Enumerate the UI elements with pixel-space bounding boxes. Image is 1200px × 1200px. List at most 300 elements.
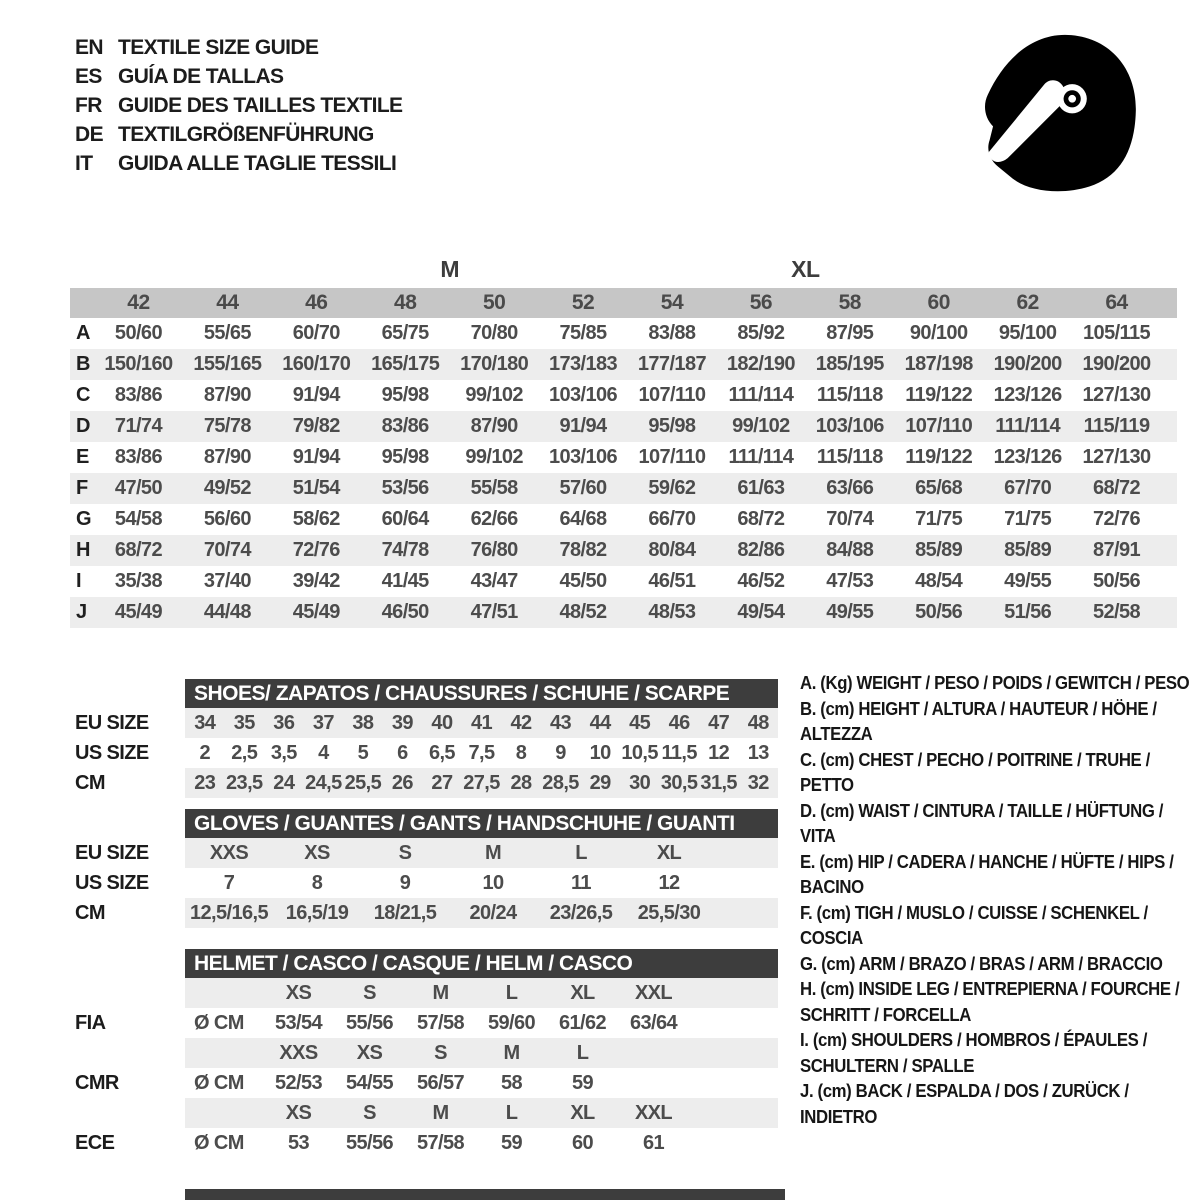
size-value: 59/62 [648,477,696,499]
size-value: 91/94 [292,446,340,468]
helmet-standard-row-ece [70,1128,778,1158]
size-value: 84/88 [826,539,874,561]
shoes-row-label: US SIZE [75,741,149,764]
shoes-value: 46 [668,711,690,734]
gloves-value: L [575,841,587,864]
size-value: 53/56 [381,477,429,499]
helmet-sizes-values [185,978,778,1008]
size-value: 52/58 [1093,601,1141,623]
size-value: 127/130 [1082,446,1151,468]
helmet-rows [70,978,778,1158]
language-code: FR [75,93,102,117]
size-value: 105/115 [1083,322,1151,344]
size-value: 61/63 [737,477,785,499]
helmet-sizes-values [185,1038,778,1068]
measurement-row-g [70,504,1177,535]
helmet-standard-name: ECE [75,1131,115,1154]
gloves-value: M [484,841,502,864]
size-value: 49/55 [826,601,874,623]
racing-helmet-icon [975,28,1147,204]
size-value: 50/56 [915,601,963,623]
shoes-value: 28 [510,771,532,794]
size-value: 71/74 [114,415,162,437]
size-value: 99/102 [465,446,523,468]
size-value: 83/86 [114,446,162,468]
gloves-value: 12,5/16,5 [189,901,268,924]
helmet-size-label: XXS [279,1041,318,1064]
size-value: 46/52 [737,570,785,592]
textile-size-table [70,250,1177,628]
size-value: 83/86 [381,415,429,437]
helmet-size-value: 57/58 [416,1011,465,1034]
gloves-value: 10 [482,871,504,894]
helmet-size-value: 58 [500,1071,523,1094]
shoes-value: 40 [431,711,453,734]
size-value: 70/74 [826,508,874,530]
helmet-size-value: 59 [500,1131,523,1154]
shoes-value: 27,5 [463,771,500,794]
size-value: 80/84 [648,539,696,561]
size-value: 75/78 [203,415,251,437]
shoes-value: 9 [555,741,566,764]
gloves-size-section [70,809,778,928]
numeric-size: 44 [216,291,239,314]
size-value: 43/47 [470,570,518,592]
measurement-legend [800,671,1200,1130]
gloves-value: 25,5/30 [637,901,701,924]
helmet-standard-row-fia [70,1008,778,1038]
guide-title: TEXTILE SIZE GUIDE [118,35,319,59]
shoes-value: 3,5 [270,741,297,764]
guide-title: GUIDA ALLE TAGLIE TESSILI [118,151,397,175]
size-value: 107/110 [905,415,973,437]
shoes-value: 6,5 [428,741,455,764]
size-value: 83/86 [114,384,162,406]
legend-entry: F. (cm) TIGH / MUSLO / CUISSE / SCHENKEL / COSCIA [800,902,1148,948]
size-value: 95/98 [381,384,429,406]
size-value: 49/55 [1004,570,1052,592]
gloves-section-header [185,809,778,838]
shoes-value: 23,5 [226,771,263,794]
size-value: 155/165 [193,353,262,375]
shoes-value: 36 [273,711,295,734]
size-value: 123/126 [993,446,1062,468]
size-value: 71/75 [1004,508,1052,530]
helmet-size-label: XL [570,981,595,1004]
size-value: 54/58 [114,508,162,530]
shoes-value: 7,5 [468,741,495,764]
helmet-section-header [185,949,778,978]
size-value: 72/76 [1093,508,1141,530]
size-value: 99/102 [465,384,523,406]
language-code: DE [75,122,103,146]
size-value: 45/50 [559,570,607,592]
size-value: 173/183 [548,353,618,375]
row-letter: A [76,322,90,344]
size-value: 185/195 [815,353,884,375]
shoes-value: 31,5 [700,771,737,794]
shoes-value: 43 [550,711,572,734]
size-value: 48/53 [648,601,696,623]
shoes-value: 34 [194,711,216,734]
shoes-value: 44 [589,711,611,734]
numeric-size: 48 [394,291,417,314]
helmet-sizes-values [185,1098,778,1128]
gloves-value: 11 [571,871,591,894]
helmet-size-label: XS [356,1041,383,1064]
size-value: 87/90 [203,384,251,406]
size-value: 57/60 [559,477,607,499]
gloves-value: XL [656,841,682,864]
helmet-sizes-row [70,1098,778,1128]
shoes-value: 10,5 [621,741,658,764]
row-letter: I [76,570,81,592]
size-value: 91/94 [559,415,607,437]
gloves-row-label: US SIZE [75,871,149,894]
shoes-value: 5 [357,741,369,764]
shoes-rows [70,708,778,798]
size-group-header-row [70,250,1177,288]
helmet-size-value: 53/54 [274,1011,323,1034]
helmet-standard-values [185,1008,778,1038]
measurement-row-d [70,411,1177,442]
gloves-value: 16,5/19 [285,901,349,924]
helmet-size-label: M [432,981,449,1004]
shoes-row [70,738,778,768]
helmet-standard-values [185,1068,778,1098]
shoes-section-title: SHOES/ ZAPATOS / CHAUSSURES / SCHUHE / SCARPE [194,681,730,705]
gloves-value: 18/21,5 [373,901,437,924]
size-value: 103/106 [815,415,884,437]
shoes-value: 13 [747,741,769,764]
gloves-value: 9 [399,871,411,894]
shoes-value: 30,5 [660,771,698,794]
size-value: 49/52 [203,477,251,499]
language-code: EN [75,35,103,59]
helmet-sizes-spacer [70,978,185,1008]
shoes-value: 10 [589,741,611,764]
helmet-size-label: L [576,1041,589,1064]
size-value: 82/86 [737,539,785,561]
helmet-size-value: 57/58 [416,1131,465,1154]
shoes-row-values [185,768,778,798]
helmet-sizes-row [70,978,778,1008]
shoes-value: 12 [708,741,730,764]
size-value: 87/95 [826,322,874,344]
language-line [75,91,402,120]
helmet-size-value: 53 [287,1131,310,1154]
helmet-size-value: 59 [571,1071,594,1094]
language-code: ES [75,64,102,88]
legend-entry: G. (cm) ARM / BRAZO / BRAS / ARM / BRACCIO [800,953,1163,974]
helmet-standard-name: CMR [75,1071,119,1094]
helmet-standard-row-cmr [70,1068,778,1098]
size-value: 65/68 [915,477,963,499]
shoes-value: 11,5 [661,741,697,764]
helmet-size-label: M [503,1041,520,1064]
size-value: 39/42 [292,570,340,592]
size-group-l: L [620,255,635,282]
gloves-value: 23/26,5 [549,901,613,924]
gloves-value: S [398,841,412,864]
gloves-row-label: EU SIZE [75,841,149,864]
numeric-size: 50 [482,291,506,314]
legend-entry: A. (Kg) WEIGHT / PESO / POIDS / GEWITCH / PESO [800,673,1190,693]
size-value: 123/126 [993,384,1062,406]
helmet-size-section [70,949,778,1158]
size-value: 107/110 [638,446,706,468]
numeric-size: 52 [571,291,595,314]
shoes-value: 2 [199,741,211,764]
size-value: 68/72 [1093,477,1141,499]
size-value: 85/89 [915,539,963,561]
shoes-value: 8 [515,741,527,764]
gloves-value: 8 [311,871,323,894]
helmet-size-label: XS [285,1101,312,1124]
row-letter: G [76,508,91,530]
shoes-value: 30 [629,771,651,794]
gloves-row [70,898,778,928]
helmet-size-label: XS [285,981,312,1004]
size-value: 111/114 [728,446,794,468]
shoes-value: 45 [629,711,651,734]
shoes-row [70,708,778,738]
helmet-sizes-row [70,1038,778,1068]
size-value: 47/50 [114,477,162,499]
helmet-sizes-spacer [70,1098,185,1128]
size-value: 87/91 [1093,539,1141,561]
numeric-size-band [70,288,1177,318]
gloves-row-label: CM [75,901,105,924]
measurement-row-f [70,473,1177,504]
size-value: 37/40 [203,570,251,592]
row-letter: C [76,384,90,406]
size-value: 70/80 [470,322,518,344]
numeric-size: 64 [1105,291,1128,314]
helmet-size-label: L [505,1101,518,1124]
shoes-value: 28,5 [542,771,579,794]
guide-title: GUIDE DES TAILLES TEXTILE [118,93,403,117]
size-value: 111/114 [995,415,1061,437]
size-value: 41/45 [381,570,429,592]
size-value: 85/92 [737,322,785,344]
size-group-xl: XL [791,255,820,282]
legend-entry: H. (cm) INSIDE LEG / ENTREPIERNA / FOURCHE / SCHRITT / FORCELLA [800,979,1180,1025]
measurement-row-i [70,566,1177,597]
size-value: 87/90 [470,415,518,437]
shoes-value: 29 [589,771,611,794]
size-value: 90/100 [909,322,968,344]
size-value: 55/65 [203,322,251,344]
gloves-section-title: GLOVES / GUANTES / GANTS / HANDSCHUHE / GUANTI [194,811,735,835]
helmet-size-value: 60 [571,1131,594,1154]
next-section-bar-cutoff [185,1189,785,1200]
measurement-row-c [70,380,1177,411]
helmet-size-label: M [432,1101,449,1124]
size-value: 62/66 [470,508,518,530]
helmet-unit-label: Ø CM [194,1011,244,1034]
helmet-size-value: 61/62 [558,1011,607,1034]
gloves-row-values [185,868,778,898]
size-value: 68/72 [737,508,785,530]
size-value: 60/64 [381,508,429,530]
helmet-size-label: S [363,1101,376,1124]
language-title-list [75,33,402,178]
size-value: 111/114 [728,384,794,406]
size-group-xxl: XXL [961,255,1005,282]
language-code: IT [75,151,93,175]
helmet-size-value: 61 [642,1131,665,1154]
gloves-value: 20/24 [469,901,517,924]
shoes-value: 24 [273,771,295,794]
size-value: 187/198 [904,353,973,375]
size-value: 85/89 [1004,539,1052,561]
size-group-m: M [440,255,459,282]
size-value: 68/72 [114,539,162,561]
row-letter: D [76,415,90,437]
size-value: 91/94 [292,384,340,406]
size-value: 170/180 [460,353,529,375]
size-value: 115/118 [816,384,883,406]
size-value: 63/66 [826,477,874,499]
size-value: 74/78 [381,539,429,561]
size-value: 79/82 [292,415,340,437]
row-letter: F [76,477,88,499]
size-value: 103/106 [548,446,618,468]
size-value: 64/68 [559,508,607,530]
size-value: 46/51 [648,570,696,592]
shoes-row [70,768,778,798]
size-value: 177/187 [637,353,706,375]
gloves-rows [70,838,778,928]
size-value: 76/80 [470,539,518,561]
numeric-size: 62 [1016,291,1039,314]
size-value: 51/54 [292,477,340,499]
size-value: 66/70 [648,508,696,530]
size-value: 49/54 [737,601,785,623]
size-value: 58/62 [292,508,340,530]
size-value: 190/200 [993,353,1062,375]
measurement-row-e [70,442,1177,473]
size-value: 48/54 [915,570,963,592]
row-letter: J [76,601,87,623]
size-value: 46/50 [381,601,429,623]
shoes-size-section [70,679,778,798]
legend-entry: B. (cm) HEIGHT / ALTURA / HAUTEUR / HÖHE / ALTEZZA [800,698,1157,744]
size-value: 119/122 [905,384,973,406]
helmet-size-label: L [505,981,518,1004]
size-value: 50/60 [114,322,162,344]
shoes-value: 2,5 [231,741,258,764]
gloves-row-values [185,898,778,928]
gloves-value: XXS [209,841,249,864]
size-value: 182/190 [726,353,795,375]
guide-title: GUÍA DE TALLAS [118,64,284,88]
gloves-value: XS [304,841,330,864]
size-value: 51/56 [1004,601,1052,623]
size-value: 78/82 [559,539,607,561]
numeric-size: 60 [927,291,950,314]
helmet-size-label: S [363,981,376,1004]
size-group-s: S [264,255,280,282]
shoes-row-values [185,738,778,768]
size-value: 55/58 [470,477,518,499]
size-value: 71/75 [915,508,963,530]
size-value: 47/53 [826,570,874,592]
helmet-size-value: 52/53 [274,1071,323,1094]
size-value: 60/70 [292,322,340,344]
helmet-unit-label: Ø CM [194,1131,244,1154]
legend-entry: C. (cm) CHEST / PECHO / POITRINE / TRUHE / PETTO [800,749,1150,795]
measurement-row-b [70,349,1177,380]
size-value: 70/74 [203,539,251,561]
gloves-row-values [185,838,778,868]
helmet-size-value: 55/56 [345,1131,394,1154]
helmet-size-label: XL [570,1101,595,1124]
measurement-row-a [70,318,1177,349]
shoes-value: 47 [708,711,730,734]
legend-entry: J. (cm) BACK / ESPALDA / DOS / ZURÜCK / INDIETRO [800,1081,1129,1127]
guide-title: TEXTILGRÖßENFÜHRUNG [118,122,374,146]
helmet-sizes-spacer [70,1038,185,1068]
shoes-value: 4 [318,741,329,764]
numeric-size: 46 [305,291,328,314]
size-value: 65/75 [381,322,429,344]
helmet-size-label: S [434,1041,447,1064]
shoes-value: 38 [352,711,374,734]
shoes-value: 27 [431,771,453,794]
language-line [75,120,402,149]
size-value: 115/119 [1083,415,1150,437]
gloves-value: 12 [658,871,680,894]
size-value: 115/118 [816,446,883,468]
numeric-size: 56 [749,291,773,314]
helmet-size-label: XXL [634,1101,673,1124]
shoes-value: 35 [233,711,255,734]
helmet-size-value: 59/60 [487,1011,536,1034]
gloves-value: 7 [223,871,235,894]
helmet-standard-name: FIA [75,1011,106,1034]
size-value: 107/110 [638,384,706,406]
shoes-row-label: CM [75,771,105,794]
size-value: 72/76 [292,539,340,561]
gloves-row [70,838,778,868]
size-value: 47/51 [470,601,518,623]
shoes-value: 6 [397,741,408,764]
size-value: 50/56 [1093,570,1141,592]
shoes-row-values [185,708,778,738]
shoes-value: 24,5 [305,771,342,794]
shoes-value: 25,5 [344,771,382,794]
numeric-size: 54 [660,291,684,314]
shoes-value: 39 [391,711,413,734]
size-value: 95/98 [381,446,429,468]
shoes-value: 48 [747,711,769,734]
helmet-standard-values [185,1128,778,1158]
shoes-value: 37 [312,711,334,734]
measurement-rows [70,318,1177,628]
gloves-row [70,868,778,898]
size-value: 87/90 [203,446,251,468]
size-value: 127/130 [1082,384,1151,406]
shoes-section-header [185,679,778,708]
size-value: 35/38 [114,570,162,592]
helmet-size-value: 63/64 [629,1011,678,1034]
size-value: 99/102 [732,415,790,437]
helmet-size-label: XXL [634,981,673,1004]
numeric-size: 58 [838,291,861,314]
size-value: 190/200 [1082,353,1151,375]
